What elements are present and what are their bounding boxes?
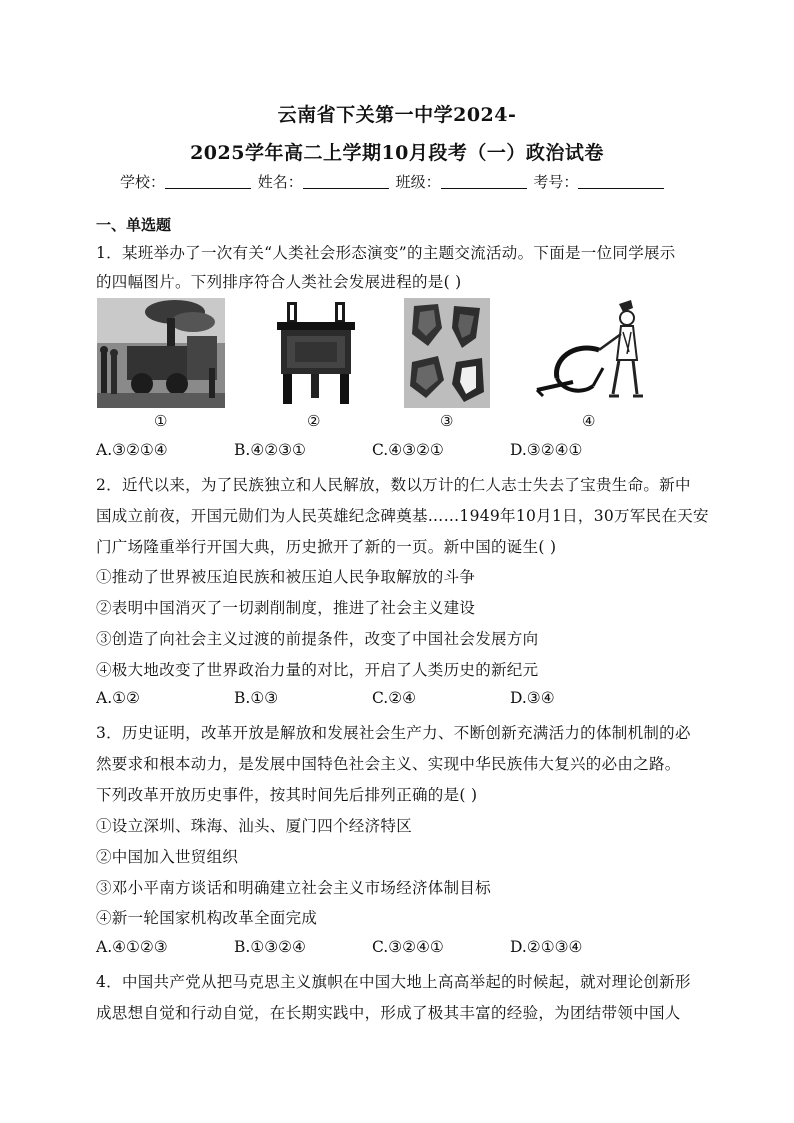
stone-tools-image — [404, 298, 490, 408]
student-info-row — [120, 171, 680, 192]
q3-line: 然要求和根本动力，是发展中国特色社会主义、实现中华民族伟大复兴的必由之路。 — [96, 755, 681, 773]
q3-option-b[interactable]: B.①③②④ — [234, 938, 306, 956]
q3-statement: ①设立深圳、珠海、汕头、厦门四个经济特区 — [96, 817, 413, 835]
q2-statement: ③创造了向社会主义过渡的前提条件，改变了中国社会发展方向 — [96, 630, 539, 648]
q3-option-d[interactable]: D.②①③④ — [510, 938, 583, 956]
q1-line: 的四幅图片。下列排序符合人类社会发展进程的是( ) — [96, 273, 462, 291]
exam-number-blank[interactable] — [578, 174, 664, 189]
q1-option-b[interactable]: B.④②③① — [234, 441, 306, 459]
q1-line: 1．某班举办了一次有关“人类社会形态演变”的主题交流活动。下面是一位同学展示 — [96, 244, 676, 262]
q4-line: 成思想自觉和行动自觉，在长期实践中，形成了极其丰富的经验，为团结带领中国人 — [96, 1004, 681, 1022]
q3-line: 下列改革开放历史事件，按其时间先后排列正确的是( ) — [96, 786, 478, 804]
q2-line: 门广场隆重举行开国大典，历史掀开了新的一页。新中国的诞生( ) — [96, 538, 557, 556]
q3-option-a[interactable]: A.④①②③ — [96, 938, 168, 956]
q3-options — [96, 938, 700, 958]
q1-option-c[interactable]: C.④③②① — [372, 441, 444, 459]
q4-line: 4．中国共产党从把马克思主义旗帜在中国大地上高高举起的时候起，就对理论创新形 — [96, 973, 691, 991]
q2-options — [96, 689, 700, 709]
image-label: ① — [154, 412, 168, 430]
q2-line: 2．近代以来，为了民族独立和人民解放，数以万计的仁人志士失去了宝贵生命。新中 — [96, 476, 691, 494]
q2-line: 国成立前夜，开国元勋们为人民英雄纪念碑奠基……1949年10月1日，30万军民在天安 — [96, 507, 709, 525]
q1-options — [96, 441, 700, 461]
q3-statement: ④新一轮国家机构改革全面完成 — [96, 909, 318, 927]
q1-option-d[interactable]: D.③②④① — [510, 441, 583, 459]
paper-title-line2: 2025学年高二上学期10月段考（一）政治试卷 — [190, 142, 604, 164]
q2-statement: ②表明中国消灭了一切剥削制度，推进了社会主义建设 — [96, 599, 476, 617]
q2-option-d[interactable]: D.③④ — [510, 689, 555, 707]
paper-title-line1: 云南省下关第一中学2024- — [277, 104, 517, 126]
school-label: 学校： — [120, 173, 166, 191]
image-label: ④ — [582, 412, 596, 430]
q1-option-a[interactable]: A.③②①④ — [96, 441, 168, 459]
steam-locomotive-image — [97, 298, 225, 408]
q2-statement: ①推动了世界被压迫民族和被压迫人民争取解放的斗争 — [96, 568, 476, 586]
q3-statement: ②中国加入世贸组织 — [96, 848, 239, 866]
image-label: ② — [307, 412, 321, 430]
q3-option-c[interactable]: C.③②④① — [372, 938, 444, 956]
section-title: 一、单选题 — [96, 216, 172, 234]
class-label: 班级： — [395, 173, 441, 191]
bronze-ding-image — [269, 298, 363, 408]
q3-line: 3．历史证明，改革开放是解放和发展社会生产力、不断创新充满活力的体制机制的必 — [96, 724, 691, 742]
q2-option-a[interactable]: A.①② — [96, 689, 140, 707]
q2-option-c[interactable]: C.②④ — [372, 689, 417, 707]
q2-statement: ④极大地改变了世界政治力量的对比，开启了人类历史的新纪元 — [96, 661, 539, 679]
name-label: 姓名： — [257, 173, 303, 191]
name-blank[interactable] — [303, 174, 389, 189]
school-blank[interactable] — [165, 174, 251, 189]
class-blank[interactable] — [441, 174, 527, 189]
q2-option-b[interactable]: B.①③ — [234, 689, 279, 707]
farmer-plough-image — [533, 298, 653, 408]
q3-statement: ③邓小平南方谈话和明确建立社会主义市场经济体制目标 — [96, 879, 492, 897]
exam-number-label: 考号： — [533, 173, 579, 191]
image-label: ③ — [440, 412, 454, 430]
